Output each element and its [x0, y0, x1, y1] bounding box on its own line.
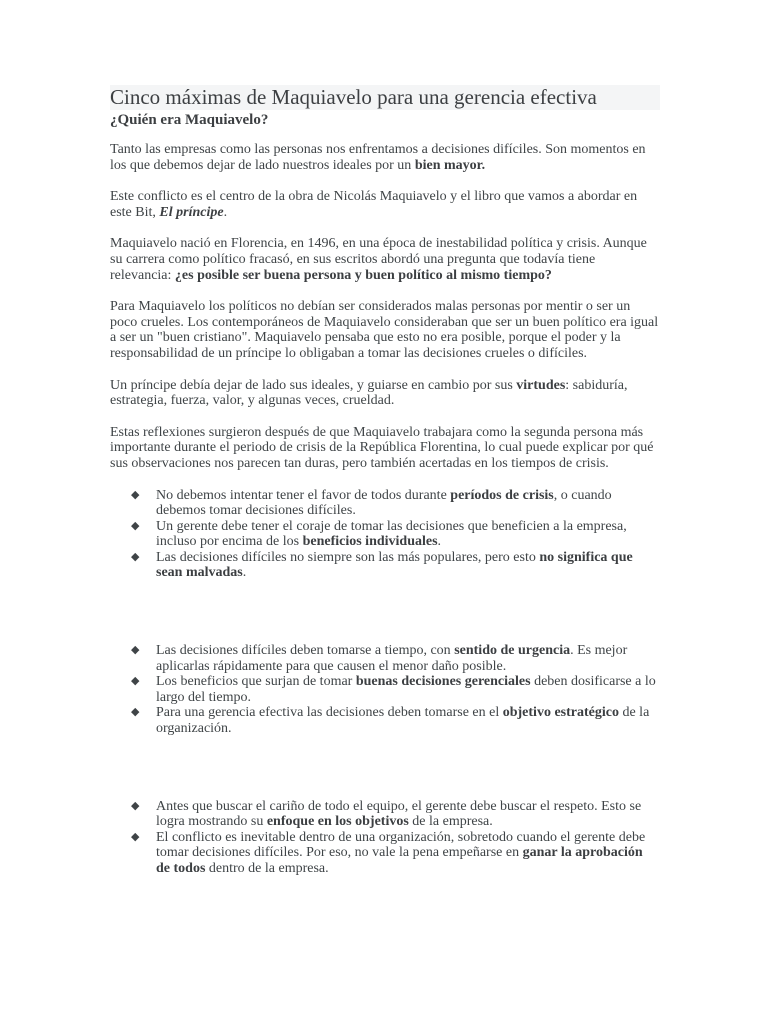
paragraph-1	[110, 142, 660, 173]
list-item	[110, 488, 660, 519]
list-item-text: Las decisiones difíciles no siempre son las más populares, pero esto	[156, 549, 540, 565]
paragraph-text: Tanto las empresas como las personas nos enfrentamos a decisiones difíciles. Son momentos en los que debemos dejar de lado nuestros ideales por un	[110, 142, 646, 173]
list-item-text: Para una gerencia efectiva las decisiones deben tomarse en el	[156, 705, 503, 721]
paragraph-text: Maquiavelo nació en Florencia, en 1496, en una época de inestabilidad política y crisis. Aunque su carrera como político fracasó, en sus escritos abordó una pregunta que todavía tiene relevancia:	[110, 236, 647, 283]
list-item-bold: objetivo estratégico	[502, 705, 619, 721]
paragraph-bold: ¿es posible ser buena persona y buen político al mismo tiempo?	[174, 267, 552, 283]
bullet-icon: ◆	[131, 519, 140, 532]
list-item-text: El conflicto es inevitable dentro de una organización, sobretodo cuando el gerente debe tomar decisiones difíciles. Por eso, no vale la pena empeñarse en	[156, 829, 646, 861]
list-item-bold: sentido de urgencia	[454, 643, 571, 659]
list-item-bold: buenas decisiones gerenciales	[355, 674, 531, 690]
list-item-bold: enfoque en los objetivos	[266, 814, 409, 830]
paragraph-text: Estas reflexiones surgieron después de que Maquiavelo trabajara como la segunda persona más importante durante el periodo de crisis de la República Florentina, lo cual puede explicar por qué sus observaciones nos parecen tan duras, pero también acertadas en los tiempos de crisis.	[110, 424, 654, 471]
paragraph-bold: bien mayor.	[414, 157, 486, 173]
paragraph-4	[110, 299, 660, 361]
list-item	[110, 550, 660, 581]
bullet-icon: ◆	[131, 799, 140, 812]
bullet-list-2	[110, 643, 660, 737]
list-item-text: deben dosificarse a lo largo del tiempo.	[156, 674, 656, 705]
document-title: Cinco máximas de Maquiavelo para una gerencia efectiva	[110, 85, 660, 110]
list-item-text: , o cuando debemos tomar decisiones difíciles.	[156, 487, 612, 519]
bullet-icon: ◆	[131, 830, 140, 843]
list-item-text: dentro de la empresa.	[205, 861, 329, 876]
list-item-text: .	[242, 565, 247, 581]
paragraph-5	[110, 378, 660, 409]
bullet-icon: ◆	[131, 488, 140, 501]
list-item-text: Las decisiones difíciles deben tomarse a tiempo, con	[156, 643, 455, 659]
bullet-list-1	[110, 488, 660, 582]
paragraph-text: .	[223, 204, 228, 220]
paragraph-2	[110, 189, 660, 220]
list-item-text: de la organización.	[156, 705, 650, 737]
document-page	[110, 85, 660, 877]
list-item	[110, 643, 660, 674]
list-item-text: Antes que buscar el cariño de todo el equipo, el gerente debe buscar el respeto. Esto se logra mostrando su	[156, 798, 642, 830]
list-item-text: . Es mejor aplicarlas rápidamente para que causen el menor daño posible.	[156, 643, 628, 674]
list-item	[110, 705, 660, 736]
paragraph-text: Un príncipe debía dejar de lado sus ideales, y guiarse en cambio por sus	[110, 377, 517, 393]
list-item-text: de la empresa.	[408, 814, 493, 830]
list-item	[110, 519, 660, 550]
list-item-text: No debemos intentar tener el favor de todos durante	[156, 487, 451, 503]
list-item-bold: no significa que sean malvadas	[156, 549, 633, 581]
list-item	[110, 830, 660, 877]
bullet-icon: ◆	[131, 675, 140, 688]
paragraph-text: : sabiduría, estrategia, fuerza, valor, y algunas veces, crueldad.	[110, 377, 628, 409]
paragraph-text: Este conflicto es el centro de la obra de Nicolás Maquiavelo y el libro que vamos a abordar en este Bit,	[110, 189, 638, 220]
bullet-icon: ◆	[131, 644, 140, 657]
paragraph-6	[110, 425, 660, 472]
bullet-icon: ◆	[131, 550, 140, 563]
book-title: El príncipe	[159, 204, 224, 220]
bullet-list-3	[110, 799, 660, 877]
section-heading: ¿Quién era Maquiavelo?	[110, 112, 269, 128]
list-item	[110, 674, 660, 705]
list-item-text: .	[437, 534, 442, 550]
list-item-text: Un gerente debe tener el coraje de tomar las decisiones que beneficien a la empresa, incluso por encima de los	[156, 518, 627, 550]
paragraph-text: Para Maquiavelo los políticos no debían ser considerados malas personas por mentir o ser un poco crueles. Los contemporáneos de Maquiavelo consideraban que ser un buen político era igual a ser un "buen cristiano". Maquiavelo pensaba que esto no era posible, porque el poder y la responsabilidad de un príncipe lo obligaban a tomar las decisiones crueles o difíciles.	[110, 299, 659, 361]
list-item-bold: períodos de crisis	[450, 487, 554, 503]
paragraph-bold: virtudes	[516, 377, 566, 393]
list-item-bold: beneficios individuales	[302, 534, 438, 550]
bullet-icon: ◆	[131, 706, 140, 719]
list-item-text: Los beneficios que surjan de tomar	[156, 674, 356, 690]
list-item-bold: ganar la aprobación de todos	[156, 845, 643, 876]
list-item	[110, 799, 660, 830]
paragraph-3	[110, 236, 660, 283]
